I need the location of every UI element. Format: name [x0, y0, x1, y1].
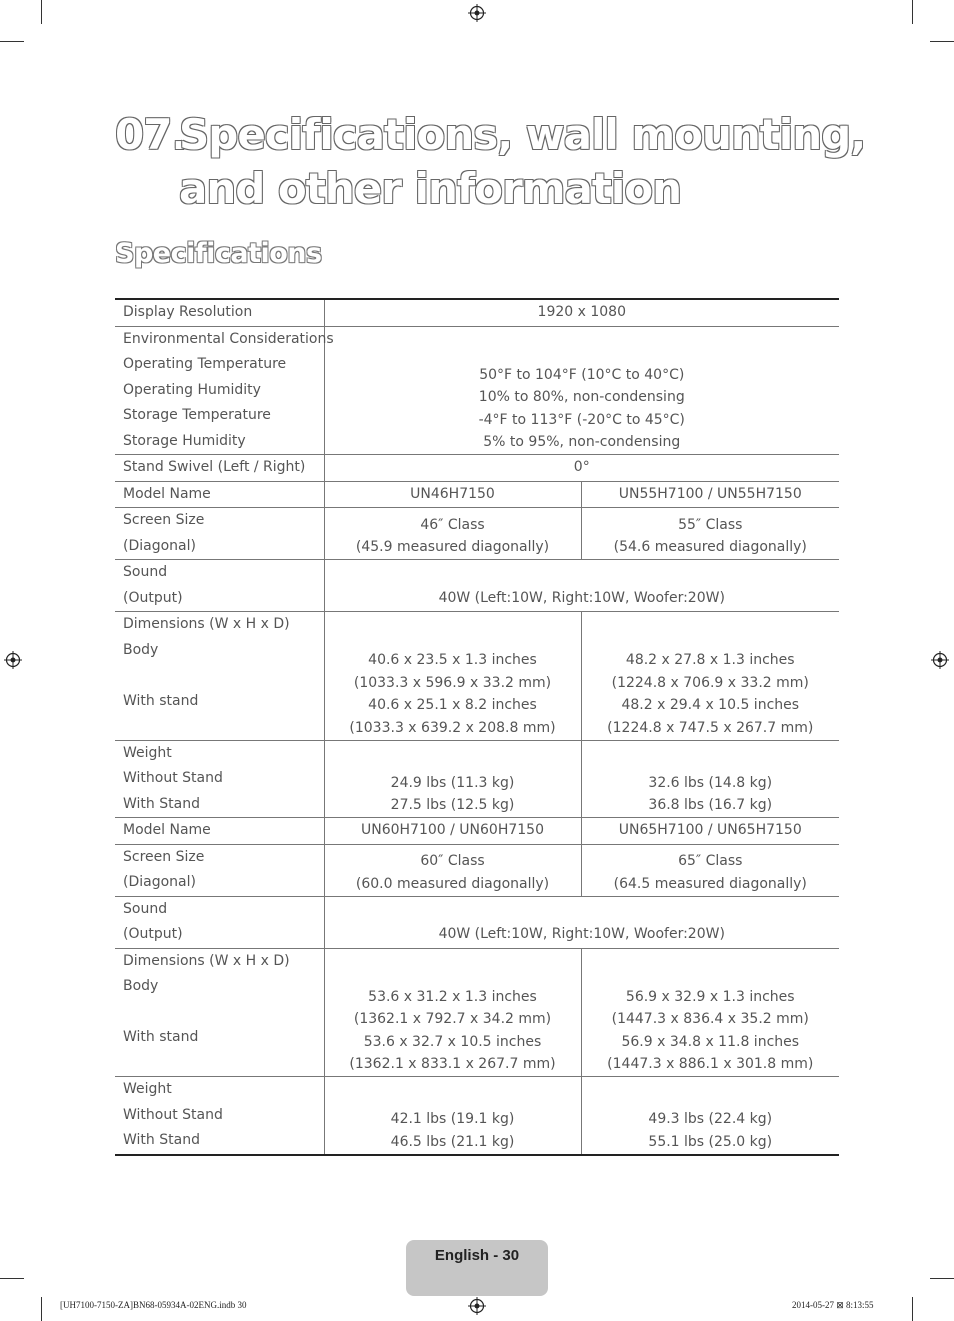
- sound-output-cell: 40W (Left:10W, Right:10W, Woofer:20W): [324, 896, 839, 948]
- row-value: 50°F to 104°F (10°C to 40°C) 10% to 80%, non-condensing -4°F to 113°F (-20°C to 45°C) 5% to 95%, non-condensing: [324, 326, 839, 455]
- table-row: [115, 508, 839, 560]
- chapter-title-line2: and other information: [179, 164, 682, 213]
- table-row: [115, 1077, 839, 1155]
- crop-mark: [0, 1278, 24, 1279]
- registration-mark-icon: [931, 651, 949, 669]
- sound-output-cell: 40W (Left:10W, Right:10W, Woofer:20W): [324, 560, 839, 612]
- model-name-cell: UN55H7100 / UN55H7150: [581, 481, 839, 508]
- table-row: [115, 612, 839, 741]
- row-label: Sound (Output): [115, 896, 324, 948]
- screen-size-cell: 46″ Class (45.9 measured diagonally): [324, 508, 581, 560]
- page-number-tab: [406, 1240, 548, 1296]
- table-row: [115, 844, 839, 896]
- weight-cell: 24.9 lbs (11.3 kg) 27.5 lbs (12.5 kg): [324, 740, 581, 818]
- crop-mark: [930, 41, 954, 42]
- table-row: [115, 740, 839, 818]
- table-row: [115, 326, 839, 455]
- page-number: English - 30: [434, 1247, 520, 1264]
- row-label: Sound (Output): [115, 560, 324, 612]
- dimensions-cell: 56.9 x 32.9 x 1.3 inches (1447.3 x 836.4 x 35.2 mm) 56.9 x 34.8 x 11.8 inches (1447.3 x 886.1 x 301.8 mm): [581, 948, 839, 1077]
- row-value: 1920 x 1080: [324, 299, 839, 326]
- row-label: Screen Size (Diagonal): [115, 508, 324, 560]
- table-row: [115, 818, 839, 845]
- chapter-title-line1: Specifications, wall mounting,: [179, 110, 866, 159]
- screen-size-cell: 55″ Class (54.6 measured diagonally): [581, 508, 839, 560]
- row-label: Dimensions (W x H x D) Body With stand: [115, 612, 324, 741]
- table-row: [115, 481, 839, 508]
- imprint-timestamp: 2014-05-27 ⊠ 8:13:55: [792, 1300, 874, 1310]
- table-row: [115, 455, 839, 482]
- weight-cell: 32.6 lbs (14.8 kg) 36.8 lbs (16.7 kg): [581, 740, 839, 818]
- crop-mark: [41, 0, 42, 24]
- crop-mark: [0, 41, 24, 42]
- row-label: Dimensions (W x H x D) Body With stand: [115, 948, 324, 1077]
- screen-size-cell: 60″ Class (60.0 measured diagonally): [324, 844, 581, 896]
- crop-mark: [912, 0, 913, 24]
- row-label: Stand Swivel (Left / Right): [115, 455, 324, 482]
- row-label: Environmental Considerations Operating Temperature Operating Humidity Storage Temperature Storage Humidity: [115, 326, 324, 455]
- chapter-number: 07.: [115, 110, 187, 159]
- section-title: Specifications: [115, 238, 322, 269]
- table-row: [115, 299, 839, 326]
- crop-mark: [912, 1297, 913, 1321]
- table-row: [115, 948, 839, 1077]
- row-label: Display Resolution: [115, 299, 324, 326]
- dimensions-cell: 40.6 x 23.5 x 1.3 inches (1033.3 x 596.9 x 33.2 mm) 40.6 x 25.1 x 8.2 inches (1033.3 x 639.2 x 208.8 mm): [324, 612, 581, 741]
- dimensions-cell: 53.6 x 31.2 x 1.3 inches (1362.1 x 792.7 x 34.2 mm) 53.6 x 32.7 x 10.5 inches (1362.1 x 833.1 x 267.7 mm): [324, 948, 581, 1077]
- row-label: Model Name: [115, 481, 324, 508]
- crop-mark: [41, 1297, 42, 1321]
- registration-mark-icon: [4, 651, 22, 669]
- row-value: 0°: [324, 455, 839, 482]
- row-label: Screen Size (Diagonal): [115, 844, 324, 896]
- model-name-cell: UN46H7150: [324, 481, 581, 508]
- registration-mark-icon: [468, 4, 486, 22]
- weight-cell: 49.3 lbs (22.4 kg) 55.1 lbs (25.0 kg): [581, 1077, 839, 1155]
- model-name-cell: UN60H7100 / UN60H7150: [324, 818, 581, 845]
- crop-mark: [930, 1278, 954, 1279]
- imprint-file: [UH7100-7150-ZA]BN68-05934A-02ENG.indb 30: [60, 1300, 247, 1310]
- weight-cell: 42.1 lbs (19.1 kg) 46.5 lbs (21.1 kg): [324, 1077, 581, 1155]
- table-row: [115, 560, 839, 612]
- chapter-title: [115, 108, 875, 216]
- registration-mark-icon: [468, 1297, 486, 1315]
- row-label: Weight Without Stand With Stand: [115, 1077, 324, 1155]
- row-label: Weight Without Stand With Stand: [115, 740, 324, 818]
- screen-size-cell: 65″ Class (64.5 measured diagonally): [581, 844, 839, 896]
- table-row: [115, 896, 839, 948]
- specifications-table: [115, 298, 839, 1156]
- dimensions-cell: 48.2 x 27.8 x 1.3 inches (1224.8 x 706.9 x 33.2 mm) 48.2 x 29.4 x 10.5 inches (1224.8 x 747.5 x 267.7 mm): [581, 612, 839, 741]
- row-label: Model Name: [115, 818, 324, 845]
- model-name-cell: UN65H7100 / UN65H7150: [581, 818, 839, 845]
